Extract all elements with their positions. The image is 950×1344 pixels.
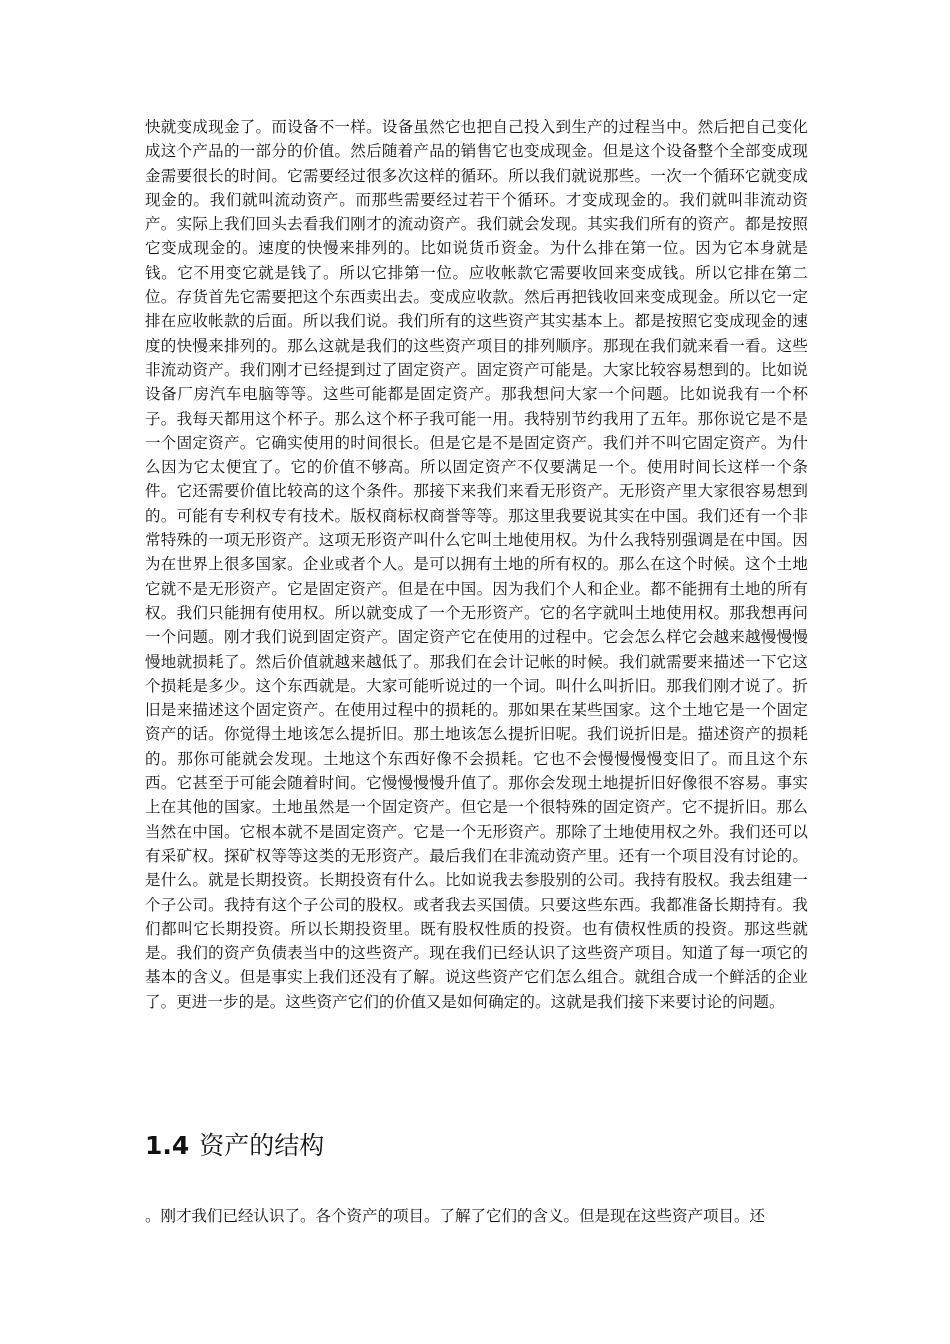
section-number: 1.4 [145, 1131, 190, 1160]
section-paragraph: 。刚才我们已经认识了。各个资产的项目。了解了它们的含义。但是现在这些资产项目。还 [145, 1207, 766, 1225]
body-paragraph: 快就变成现金了。而设备不一样。设备虽然它也把自己投入到生产的过程当中。然后把自己变化成这个产品的一部分的价值。然后随着产品的销售它也变成现金。但是这个设备整个全部变成现金需要很长的时间。它需要经过很多次这样的循环。所以我们就说那些。一次一个循环它就变成现金的。我们就叫流动资产。而那些需要经过若干个循环。才变成现金的。我们就叫非流动资产。实际上我们回头去看我们刚才的流动资产。我们就会发现。其实我们所有的资产。都是按照它变成现金的。速度的快慢来排列的。比如说货币资金。为什么排在第一位。因为它本身就是钱。它不用变它就是钱了。所以它排第一位。应收帐款它需要收回来变成钱。所以它排在第二位。存货首先它需要把这个东西卖出去。变成应收款。然后再把钱收回来变成现金。所以它一定排在应收帐款的后面。所以我们说。我们所有的这些资产其实基本上。都是按照它变成现金的速度的快慢来排列的。那么这就是我们的这些资产项目的排列顺序。那现在我们就来看一看。这些非流动资产。我们刚才已经提到过了固定资产。固定资产可能是。大家比较容易想到的。比如说设备厂房汽车电脑等等。这些可能都是固定资产。那我想问大家一个问题。比如说我有一个杯子。我每天都用这个杯子。那么这个杯子我可能一用。我特别节约我用了五年。那你说它是不是一个固定资产。它确实使用的时间很长。但是它是不是固定资产。我们并不叫它固定资产。为什么因为它太便宜了。它的价值不够高。所以固定资产不仅要满足一个。使用时间长这样一个条件。它还需要价值比较高的这个条件。那接下来我们来看无形资产。无形资产里大家很容易想到的。可能有专利权专有技术。版权商标权商誉等等。那这里我要说其实在中国。我们还有一个非常特殊的一项无形资产。这项无形资产叫什么它叫土地使用权。为什么我特别强调是在中国。因为在世界上很多国家。企业或者个人。是可以拥有土地的所有权的。那么在这个时候。这个土地它就不是无形资产。它是固定资产。但是在中国。因为我们个人和企业。都不能拥有土地的所有权。我们只能拥有使用权。所以就变成了一个无形资产。它的名字就叫土地使用权。那我想再问一个问题。刚才我们说到固定资产。固定资产它在使用的过程中。它会怎么样它会越来越慢慢慢慢地就损耗了。然后价值就越来越低了。那我们在会计记帐的时候。我们就需要来描述一下它这个损耗是多少。这个东西就是。大家可能听说过的一个词。叫什么叫折旧。那我们刚才说了。折旧是来描述这个固定资产。在使用过程中的损耗的。那如果在某些国家。这个土地它是一个固定资产的话。你觉得土地该怎么提折旧。那土地该怎么提折旧呢。我们说折旧是。描述资产的损耗的。那你可能就会发现。土地这个东西好像不会损耗。它也不会慢慢慢慢变旧了。而且这个东西。它甚至于可能会随着时间。它慢慢慢慢升值了。那你会发现土地提折旧好像很不容易。事实上在其他的国家。土地虽然是一个固定资产。但它是一个很特殊的固定资产。它不提折旧。那么当然在中国。它根本就不是固定资产。它是一个无形资产。那除了土地使用权之外。我们还可以有采矿权。探矿权等等这类的无形资产。最后我们在非流动资产里。还有一个项目没有讨论的。是什么。就是长期投资。长期投资有什么。比如说我去参股别的公司。我持有股权。我去组建一个子公司。我持有这个子公司的股权。或者我去买国债。只要这些东西。我都准备长期持有。我们都叫它长期投资。所以长期投资里。既有股权性质的投资。也有债权性质的投资。那这些就是。我们的资产负债表当中的这些资产。现在我们已经认识了这些资产项目。知道了每一项它的基本的含义。但是事实上我们还没有了解。说这些资产它们怎么组合。就组合成一个鲜活的企业了。更进一步的是。这些资产它们的价值又是如何确定的。这就是我们接下来要讨论的问题。 [145, 118, 808, 1011]
section-heading [145, 1126, 324, 1166]
section-title: 资产的结构 [199, 1131, 325, 1160]
